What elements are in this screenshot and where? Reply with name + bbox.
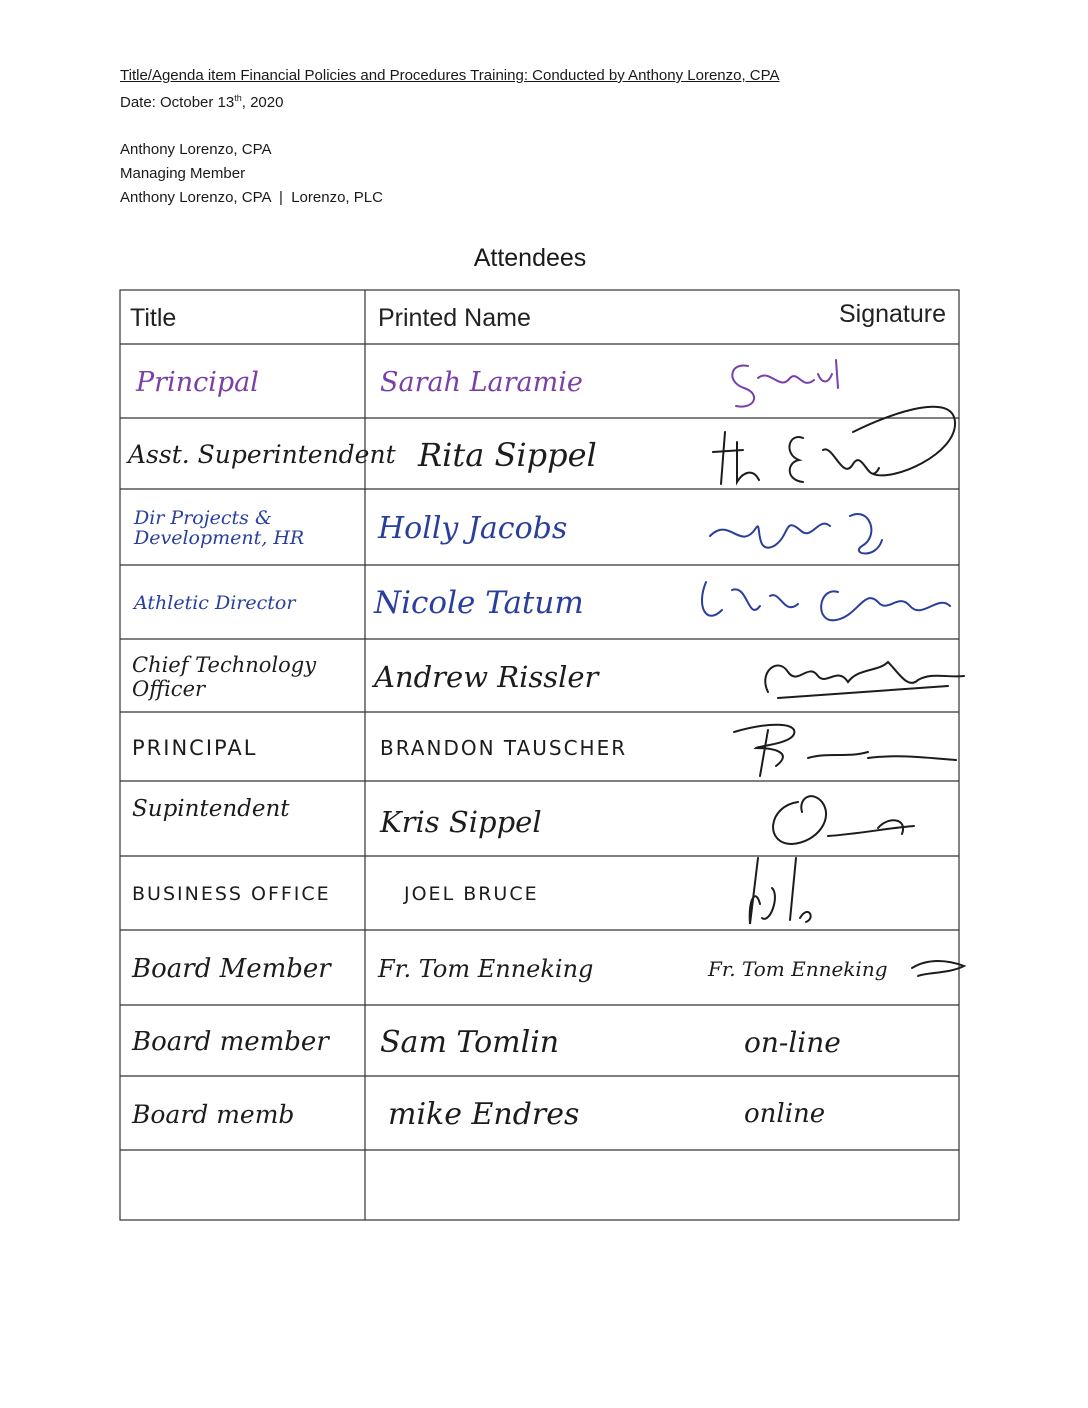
row-title: Dir Projects & Development, HR bbox=[134, 507, 305, 549]
signature-scribble-icon bbox=[758, 782, 928, 856]
row-printed-name: mike Endres bbox=[388, 1096, 580, 1132]
row-printed-name: Nicole Tatum bbox=[374, 585, 584, 621]
row-title: Chief Technology Officer bbox=[132, 653, 317, 701]
row-signature-text bbox=[744, 1152, 944, 1218]
row-title: Board Member bbox=[132, 953, 331, 984]
row-title: Athletic Director bbox=[134, 592, 296, 614]
document-header bbox=[120, 64, 780, 114]
date-suffix-sup: th bbox=[234, 93, 242, 103]
contact-name: Anthony Lorenzo, CPA bbox=[120, 141, 272, 158]
row-title: PRINCIPAL bbox=[132, 736, 258, 760]
row-printed-name: BRANDON TAUSCHER bbox=[380, 736, 628, 760]
signature-scribble-icon bbox=[748, 642, 968, 708]
row-title: Asst. Superintendent bbox=[128, 440, 396, 469]
row-printed-name: Kris Sippel bbox=[380, 805, 542, 839]
signature-scribble-icon bbox=[700, 496, 900, 564]
signature-scribble-icon bbox=[703, 392, 963, 490]
row-signature-text: online bbox=[744, 1099, 826, 1129]
contact-role: Managing Member bbox=[120, 165, 246, 182]
row-printed-name: JOEL BRUCE bbox=[404, 883, 539, 905]
agenda-line: Title/Agenda item Financial Policies and Procedures Training: Conducted by Anthony Lorenzo, CPA bbox=[120, 67, 780, 84]
contact-block bbox=[120, 138, 383, 210]
date-line bbox=[120, 87, 780, 114]
attendee-table bbox=[118, 288, 961, 1222]
contact-firm: Anthony Lorenzo, CPA | Lorenzo, PLC bbox=[120, 189, 383, 206]
attendees-heading: Attendees bbox=[473, 244, 587, 272]
column-header-title: Title bbox=[130, 303, 177, 332]
row-printed-name: Fr. Tom Enneking bbox=[378, 954, 594, 983]
column-header-printed-name: Printed Name bbox=[378, 303, 531, 332]
row-title: Principal bbox=[136, 366, 259, 398]
row-printed-name: Andrew Rissler bbox=[374, 660, 599, 694]
row-printed-name: Sam Tomlin bbox=[380, 1024, 560, 1060]
column-header-signature: Signature bbox=[838, 299, 946, 328]
row-signature-text: on-line bbox=[744, 1025, 841, 1059]
signature-scribble-icon bbox=[736, 848, 836, 932]
signature-scribble-icon bbox=[688, 566, 960, 640]
row-title: BUSINESS OFFICE bbox=[132, 883, 331, 905]
date-prefix: Date: October 13 bbox=[120, 94, 235, 111]
row-signature-text: Fr. Tom Enneking bbox=[708, 956, 888, 981]
signature-scribble-icon bbox=[728, 718, 960, 782]
row-printed-name bbox=[380, 1152, 680, 1218]
row-title: Board member bbox=[132, 1027, 329, 1057]
row-printed-name: Rita Sippel bbox=[418, 435, 597, 474]
row-title: Board memb bbox=[132, 1099, 295, 1129]
row-printed-name: Sarah Laramie bbox=[380, 366, 583, 398]
row-title: Supintendent bbox=[132, 796, 290, 822]
row-title bbox=[132, 1152, 364, 1218]
row-printed-name: Holly Jacobs bbox=[378, 510, 568, 546]
signature-flourish-icon bbox=[908, 948, 968, 988]
date-year: , 2020 bbox=[241, 94, 284, 111]
